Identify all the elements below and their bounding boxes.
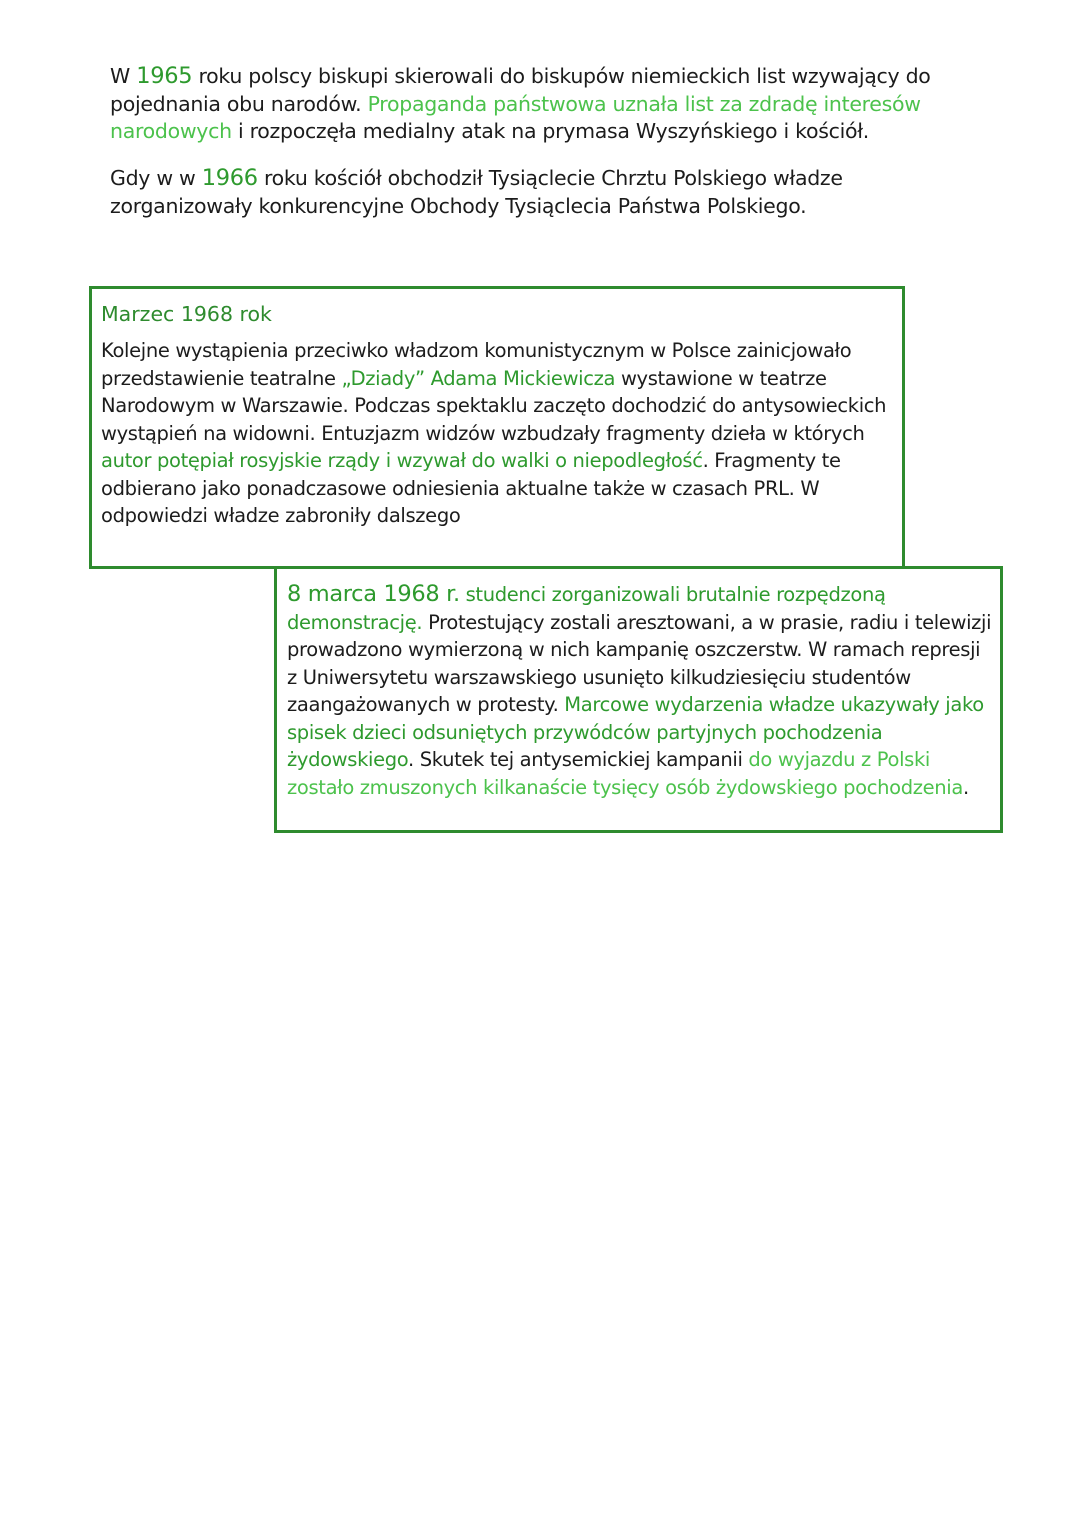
text-segment: roku kościół obchodził Tysiąclecie Chrztu Polskiego władze zorganizowały konkurencyjne Obchody Tysiąclecia Państwa Polskiego. [110,166,843,218]
text-segment: wystawione w teatrze Narodowym w Warszawie. Podczas spektaklu zaczęto dochodzić do antysowieckich wystąpień na widowni. Entuzjazm widzów wzbudzały fragmenty dzieła w których [101,366,887,445]
text-segment: Protestujący zostali aresztowani, a w prasie, radiu i telewizji prowadzono wymierzoną w nich kampanię oszczerstw. W ramach represji z Uniwersytetu warszawskiego usunięto kilkudziesięciu studentów zaangażowanych w protesty. [287,610,992,716]
date-march-8: 8 marca 1968 r. [287,581,460,607]
dziady-paragraph [101,337,894,530]
highlight-author: autor potępiał rosyjskie rządy i wzywał do walki o niepodległość [101,449,703,472]
highlight-demonstration: studenci zorganizowali brutalnie rozpędzoną demonstrację. [287,583,886,634]
march-8-box [274,566,1003,833]
highlight-propaganda: Propaganda państwowa uznała list za zdradę interesów narodowych [110,91,921,143]
march-1968-title: Marzec 1968 rok [101,302,272,326]
intro-paragraph-1966 [110,165,970,220]
text-segment: . Skutek tej antysemickiej kampanii [408,748,749,771]
highlight-emigration: do wyjazdu z Polski zostało zmuszonych kilkanaście tysięcy osób żydowskiego pochodzenia [287,748,963,799]
text-segment: . Fragmenty te odbierano jako ponadczasowe odniesienia aktualne także w czasach PRL. W odpowiedzi władze zabroniły dalszego [101,449,841,527]
highlight-dziady: „Dziady” Adama Mickiewicza [341,366,616,390]
highlight-conspiracy: Marcowe wydarzenia władze ukazywały jako spisek dzieci odsuniętych przywódców partyjnych pochodzenia żydowskiego [287,693,984,771]
text-segment: Kolejne wystąpienia przeciwko władzom komunistycznym w Polsce zainicjowało przedstawienie teatralne [101,339,852,390]
march-1968-box [89,286,905,569]
year-1965: 1965 [136,63,193,89]
text-segment: i rozpoczęła medialny atak na prymasa Wyszyńskiego i kościół. [231,119,869,143]
intro-paragraph-1965 [110,63,1040,146]
march-8-paragraph [287,581,992,801]
text-segment: Gdy w w [110,166,202,190]
year-1966: 1966 [201,165,258,191]
text-segment: W [110,64,137,88]
text-segment: . [962,775,969,799]
text-segment: roku polscy biskupi skierowali do biskupów niemieckich list wzywający do pojednania obu narodów. [110,64,931,116]
